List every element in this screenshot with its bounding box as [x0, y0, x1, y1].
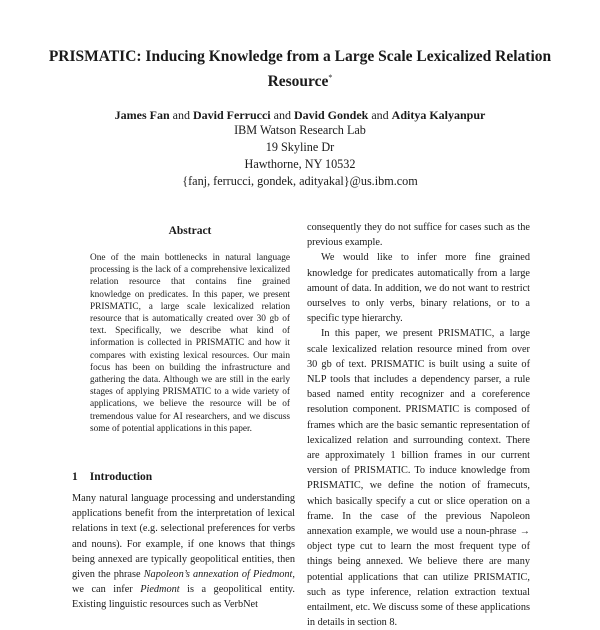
- affiliation-lab: IBM Watson Research Lab: [234, 123, 366, 137]
- abstract-text: One of the main bottlenecks in natural language processing is the lack of a comprehensive lexicalized relation resource that contains fine grained knowledge on predicates. In this paper, we present PRISMATIC, a large scale lexicalized relation resource that is automatically created over 30 gb of text. Specifically, we describe what kind of information is collected in PRISMATIC and how it compares with existing lexical resources. Our main focus has been on building the infrastructure and gathering the data. Although we are still in the early stages of applying PRISMATIC to a wide variety of applications, we believe the resource will be of tremendous value for AI researchers, and we discuss some of potential applications in this paper.: [90, 253, 290, 434]
- intro-paragraph-1: [72, 491, 295, 613]
- intro-text: Many natural language processing and understanding applications benefit from the interpretation of lexical relations in text (e.g. selectional preferences for verbs and nouns). For example, if one knows that things being annexed are typically geopolitical entities, then given the phrase: [72, 493, 295, 581]
- intro-text: , we can infer: [72, 569, 295, 596]
- paragraph-prismatic-overview: [307, 326, 530, 630]
- title-line-2-text: Resource: [267, 73, 329, 90]
- intro-text: is a geopolitical entity. Existing linguistic resources such as VerbNet: [72, 584, 295, 611]
- title-line-1: PRISMATIC: Inducing Knowledge from a Large Scale Lexicalized Relation: [48, 48, 552, 65]
- overview-text: object type cut to learn the most frequent type of things being annexed. We believe there are many potential applications that can utilize PRISMATIC, such as type inference, relation extraction textual entailment, etc. We discuss some of these applications in details in section 8.: [307, 541, 530, 629]
- title-footnote-marker: *: [328, 73, 333, 82]
- affiliation-street: 19 Skyline Dr: [265, 140, 335, 154]
- intro-example-phrase: Napoleon’s annexation of Piedmont: [143, 569, 293, 581]
- author-separator: and: [368, 108, 392, 122]
- affiliation-email: {fanj, ferrucci, gondek, adityakal}@us.ibm.com: [182, 174, 418, 188]
- author-name: David Gondek: [293, 108, 369, 122]
- section-heading-introduction: [72, 471, 152, 483]
- affiliation-city: Hawthorne, NY 10532: [244, 157, 356, 171]
- continued-paragraph: consequently they do not suffice for cases such as the previous example.: [307, 222, 530, 249]
- author-separator: and: [169, 108, 193, 122]
- section-number: 1: [72, 471, 78, 483]
- intro-paragraph: [72, 491, 295, 613]
- author-separator: and: [270, 108, 294, 122]
- paragraph-fine-grained: We would like to infer more fine grained knowledge for predicates automatically from a large amount of data. In addition, we do not want to restrict ourselves to only verbs, binary relations, or to a specific type hierarchy.: [307, 252, 530, 325]
- arrow-symbol: →: [519, 526, 530, 538]
- right-column: [307, 220, 530, 630]
- section-title: Introduction: [89, 471, 153, 483]
- intro-example-entity: Piedmont: [140, 584, 180, 596]
- title-line-2: [40, 67, 560, 92]
- author-name: David Ferrucci: [192, 108, 271, 122]
- paper-title: [40, 46, 560, 92]
- abstract-heading: Abstract: [168, 225, 212, 237]
- author-name: James Fan: [114, 108, 170, 122]
- author-list: [40, 107, 560, 124]
- overview-text: In this paper, we present PRISMATIC, a large scale lexicalized relation resource mined from over 30 gb of text. PRISMATIC is built using a suite of NLP tools that includes a dependency parser, a rule based named entity recognizer and a coreference resolution component. PRISMATIC is composed of frames which are the basic semantic representation of lexicalized relation and surrounding context. There are approximately 1 billion frames in our current version of PRISMATIC. To induce knowledge from PRISMATIC, we define the notion of framecuts, which basically specify a cut or slice operation on a frame. In the case of the previous Napoleon annexation example, we would use a noun-phrase: [307, 328, 530, 538]
- author-name: Aditya Kalyanpur: [391, 108, 486, 122]
